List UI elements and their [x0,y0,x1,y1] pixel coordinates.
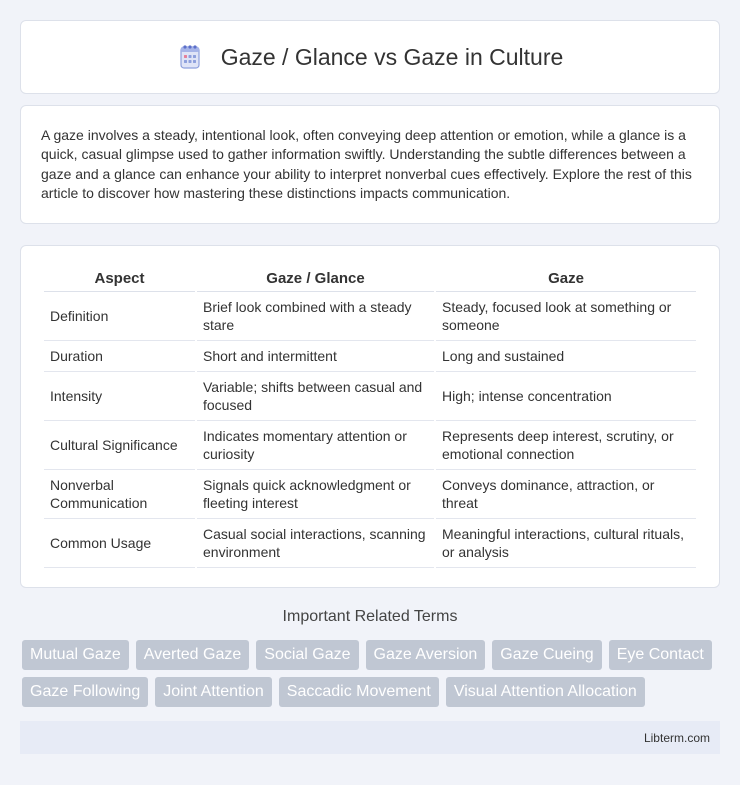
related-terms-title: Important Related Terms [282,608,458,625]
table-cell: Cultural Significance [44,421,195,470]
table-row [44,372,696,421]
related-terms-list [22,640,722,707]
table-cell: Brief look combined with a steady stare [197,292,434,341]
term-tag-gaze-following[interactable]: Gaze Following [22,677,148,707]
term-tag-gaze-cueing[interactable]: Gaze Cueing [492,640,601,670]
table-cell: Steady, focused look at something or someone [436,292,696,341]
term-tag-joint-attention[interactable]: Joint Attention [155,677,272,707]
table-cell: Represents deep interest, scrutiny, or emotional connection [436,421,696,470]
table-row [44,341,696,372]
table-cell: Conveys dominance, attraction, or threat [436,470,696,519]
column-header: Aspect [44,264,195,292]
table-row [44,470,696,519]
table-cell: Duration [44,341,195,372]
page-title: Gaze / Glance vs Gaze in Culture [220,43,564,70]
term-tag-visual-attention-allocation[interactable]: Visual Attention Allocation [446,677,645,707]
footer-site-link[interactable]: Libterm.com [643,730,710,745]
table-cell: Variable; shifts between casual and focused [197,372,434,421]
table-header-row [44,264,696,292]
table-row [44,292,696,341]
table-cell: Signals quick acknowledgment or fleeting interest [197,470,434,519]
table-cell: Definition [44,292,195,341]
table-cell: Intensity [44,372,195,421]
table-cell: Nonverbal Communication [44,470,195,519]
table-cell: Short and intermittent [197,341,434,372]
comparison-table-card [20,245,720,588]
column-header: Gaze / Glance [197,264,434,292]
intro-card [20,105,720,224]
table-row [44,519,696,568]
term-tag-gaze-aversion[interactable]: Gaze Aversion [366,640,486,670]
term-tag-mutual-gaze[interactable]: Mutual Gaze [22,640,129,670]
column-header: Gaze [436,264,696,292]
table-cell: Common Usage [44,519,195,568]
table-cell: Meaningful interactions, cultural rituals, or analysis [436,519,696,568]
notebook-icon [177,44,203,70]
table-row [44,421,696,470]
table-cell: Long and sustained [436,341,696,372]
table-cell: High; intense concentration [436,372,696,421]
table-cell: Casual social interactions, scanning environment [197,519,434,568]
header-card [20,20,720,94]
comparison-table [42,264,698,568]
term-tag-social-gaze[interactable]: Social Gaze [256,640,358,670]
footer [20,721,720,754]
term-tag-saccadic-movement[interactable]: Saccadic Movement [279,677,439,707]
term-tag-eye-contact[interactable]: Eye Contact [609,640,712,670]
term-tag-averted-gaze[interactable]: Averted Gaze [136,640,250,670]
table-cell: Indicates momentary attention or curiosity [197,421,434,470]
intro-text: A gaze involves a steady, intentional look, often conveying deep attention or emotion, while a glance is a quick, casual glimpse used to gather information swiftly. Understanding the subtle differences between a gaze and a glance can enhance your ability to interpret nonverbal cues effectively. Explore the rest of this article to discover how mastering these distinctions impacts communication. [41,127,692,201]
